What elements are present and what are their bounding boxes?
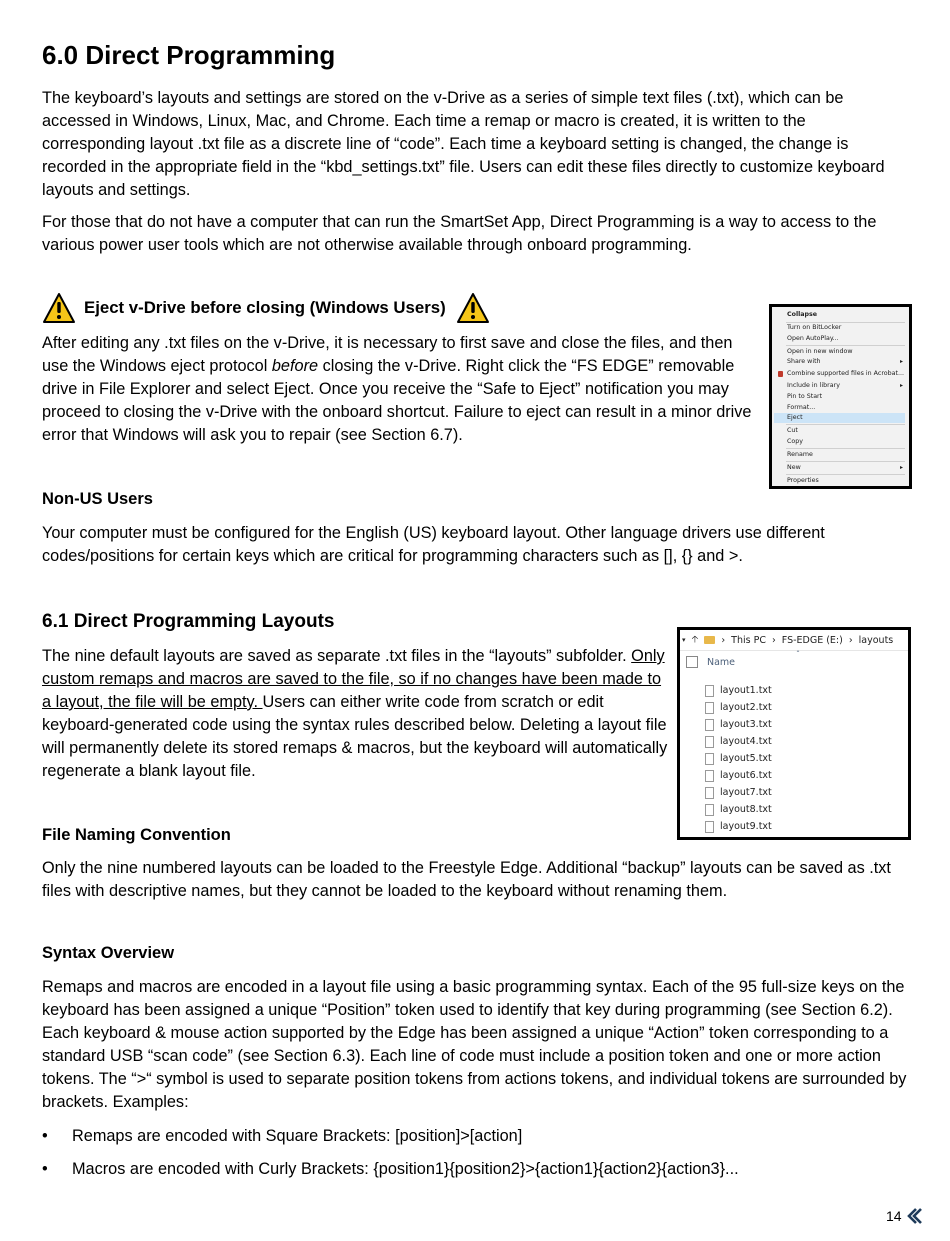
- eject-text-b: closing the v-Drive. Right click the “FS EDGE” removable drive in File Explorer and select Eject. Once you receive the “Safe to Eject” notification you may proceed to closing the v-Drive with the onboard shortcut. Failure to eject can result in a minor drive error that Windows will ask you to repair (see Section 6.7).: [42, 357, 752, 444]
- acrobat-icon: [778, 371, 783, 377]
- menu-separator: [786, 424, 905, 425]
- layouts-paragraph: [42, 645, 670, 783]
- logo-chevron-icon: [906, 1207, 922, 1225]
- submenu-arrow-icon: ▸: [899, 382, 903, 389]
- file-icon: [705, 719, 714, 731]
- menu-item-bitlocker: Turn on BitLocker: [787, 324, 842, 331]
- menu-separator: [786, 461, 905, 462]
- file-item: [705, 699, 772, 716]
- file-name: layout4.txt: [720, 736, 772, 747]
- file-name: layout6.txt: [720, 770, 772, 781]
- menu-separator: [786, 448, 905, 449]
- eject-warning-heading: [42, 291, 490, 325]
- file-name: layout2.txt: [720, 702, 772, 713]
- file-item: [705, 716, 772, 733]
- naming-heading: File Naming Convention: [42, 826, 231, 844]
- menu-item-combine-acrobat: Combine supported files in Acrobat...: [787, 370, 904, 377]
- syntax-heading: Syntax Overview: [42, 944, 175, 962]
- intro-paragraph-2: For those that do not have a computer that can run the SmartSet App, Direct Programming is a way to access to the various power user tools which are not otherwise available through onboard programming.: [42, 213, 877, 254]
- file-name: layout5.txt: [720, 753, 772, 764]
- layouts-text-underlined: Only custom remaps and macros are saved to the file, so if no changes have been made to a layout, the file will be empty.: [42, 647, 665, 711]
- file-icon: [705, 787, 714, 799]
- chevron-right-icon: ›: [771, 634, 776, 646]
- menu-item-share-with: Share with ▸: [787, 358, 903, 365]
- context-menu-screenshot: [769, 304, 912, 489]
- up-arrow-icon: 🡡: [691, 634, 699, 645]
- menu-item-properties: Properties: [787, 477, 819, 484]
- menu-item-autoplay: Open AutoPlay...: [787, 335, 839, 342]
- menu-item-eject: Eject: [774, 413, 905, 423]
- explorer-screenshot: [677, 627, 911, 840]
- syntax-paragraph: Remaps and macros are encoded in a layout file using a basic programming syntax. Each of the 95 full-size keys on the keyboard has been assigned a unique “Position” token used to identify that key during programming (see Section 6.2). Each keyboard & mouse action supported by the Edge has been assigned a unique “Action” token corresponding to a standard USB “scan code” (see Section 6.3). Each line of code must include a position token and one or more action tokens. The “>“ symbol is used to separate position tokens from actions tokens, and individual tokens are surrounded by brackets. Examples:: [42, 978, 907, 1111]
- chevron-down-icon: ▾: [682, 636, 686, 644]
- file-name: layout7.txt: [720, 787, 772, 798]
- file-item: [705, 767, 772, 784]
- bullet-text: Remaps are encoded with Square Brackets: [position]>[action]: [72, 1127, 523, 1145]
- page-number-text: 14: [886, 1208, 902, 1224]
- layouts-text-b: Users can either write code from scratch or edit keyboard-generated code using the syntax rules described below. Deleting a layout file will permanently delete its stored remaps & macros, but the keyboard will automatically regenerate a blank layout file.: [42, 693, 668, 780]
- folder-icon: [704, 636, 715, 644]
- submenu-arrow-icon: ▸: [899, 464, 903, 471]
- file-icon: [705, 736, 714, 748]
- menu-item-cut: Cut: [787, 427, 798, 434]
- column-header-label: Name: [707, 656, 736, 668]
- menu-item-include-library: Include in library ▸: [787, 382, 903, 389]
- layouts-text-a: The nine default layouts are saved as separate .txt files in the “layouts” subfolder.: [42, 647, 632, 665]
- bullet-text: Macros are encoded with Curly Brackets: {position1}{position2}>{action1}{action2}{action3}...: [72, 1160, 739, 1178]
- page-title: 6.0 Direct Programming: [42, 40, 336, 70]
- file-item: [705, 750, 772, 767]
- eject-text-a: After editing any .txt files on the v-Drive, it is necessary to first save and close the files, and then use the Windows eject protocol: [42, 334, 733, 375]
- menu-item-rename: Rename: [787, 451, 813, 458]
- file-item: [705, 682, 772, 699]
- intro-paragraph-1: The keyboard’s layouts and settings are stored on the v-Drive as a series of simple text files (.txt), which can be accessed in Windows, Linux, Mac, and Chrome. Each time a remap or macro is created, it is written to the corresponding layout .txt file as a discrete line of “code”. Each time a keyboard setting is changed, the change is recorded in the appropriate field in the “kbd_settings.txt” file. Users can edit these files directly to customize keyboard layouts and settings.: [42, 89, 885, 199]
- file-icon: [705, 702, 714, 714]
- file-name: layout3.txt: [720, 719, 772, 730]
- chevron-right-icon: ›: [848, 634, 853, 646]
- file-icon: [705, 804, 714, 816]
- file-name: layout1.txt: [720, 685, 772, 696]
- breadcrumb: [680, 630, 908, 651]
- eject-heading-text: Eject v-Drive before closing (Windows Users): [84, 298, 446, 317]
- menu-item-new-window: Open in new window: [787, 348, 853, 355]
- layouts-heading: 6.1 Direct Programming Layouts: [42, 611, 335, 632]
- file-name: layout9.txt: [720, 821, 772, 832]
- file-icon: [705, 770, 714, 782]
- sort-arrow-icon: ˆ: [796, 650, 800, 659]
- file-icon: [705, 685, 714, 697]
- breadcrumb-drive: FS-EDGE (E:): [781, 634, 843, 646]
- menu-item-collapse: Collapse: [787, 311, 818, 318]
- file-name: layout8.txt: [720, 804, 772, 815]
- menu-item-pin-start: Pin to Start: [787, 393, 823, 400]
- file-item: [705, 818, 772, 835]
- eject-text-italic: before: [271, 357, 319, 375]
- bullet-icon: •: [42, 1160, 48, 1178]
- non-us-paragraph: Your computer must be configured for the English (US) keyboard layout. Other language drivers use different codes/positions for certain keys which are critical for programming characters such as [], {} and >.: [42, 524, 825, 565]
- breadcrumb-this-pc: This PC: [731, 634, 766, 646]
- select-all-checkbox: [686, 656, 698, 668]
- naming-paragraph: Only the nine numbered layouts can be loaded to the Freestyle Edge. Additional “backup” layouts can be saved as .txt files with descriptive names, but they cannot be loaded to the keyboard without renaming them.: [42, 859, 891, 900]
- file-item: [705, 784, 772, 801]
- file-item: [705, 801, 772, 818]
- non-us-heading: Non-US Users: [42, 490, 153, 508]
- submenu-arrow-icon: ▸: [899, 358, 903, 365]
- menu-item-format: Format...: [787, 404, 816, 411]
- bullet-icon: •: [42, 1127, 48, 1145]
- menu-item-copy: Copy: [787, 438, 803, 445]
- warning-icon: [42, 292, 76, 324]
- file-icon: [705, 821, 714, 833]
- warning-icon: [456, 292, 490, 324]
- eject-paragraph: [42, 332, 760, 447]
- file-icon: [705, 753, 714, 765]
- menu-item-new: New ▸: [787, 464, 903, 471]
- column-header-name: [686, 656, 735, 668]
- file-item: [705, 733, 772, 750]
- menu-separator: [786, 474, 905, 475]
- page-number: [886, 1207, 922, 1225]
- breadcrumb-layouts: layouts: [858, 634, 894, 646]
- chevron-right-icon: ›: [721, 634, 726, 646]
- menu-separator: [786, 345, 905, 346]
